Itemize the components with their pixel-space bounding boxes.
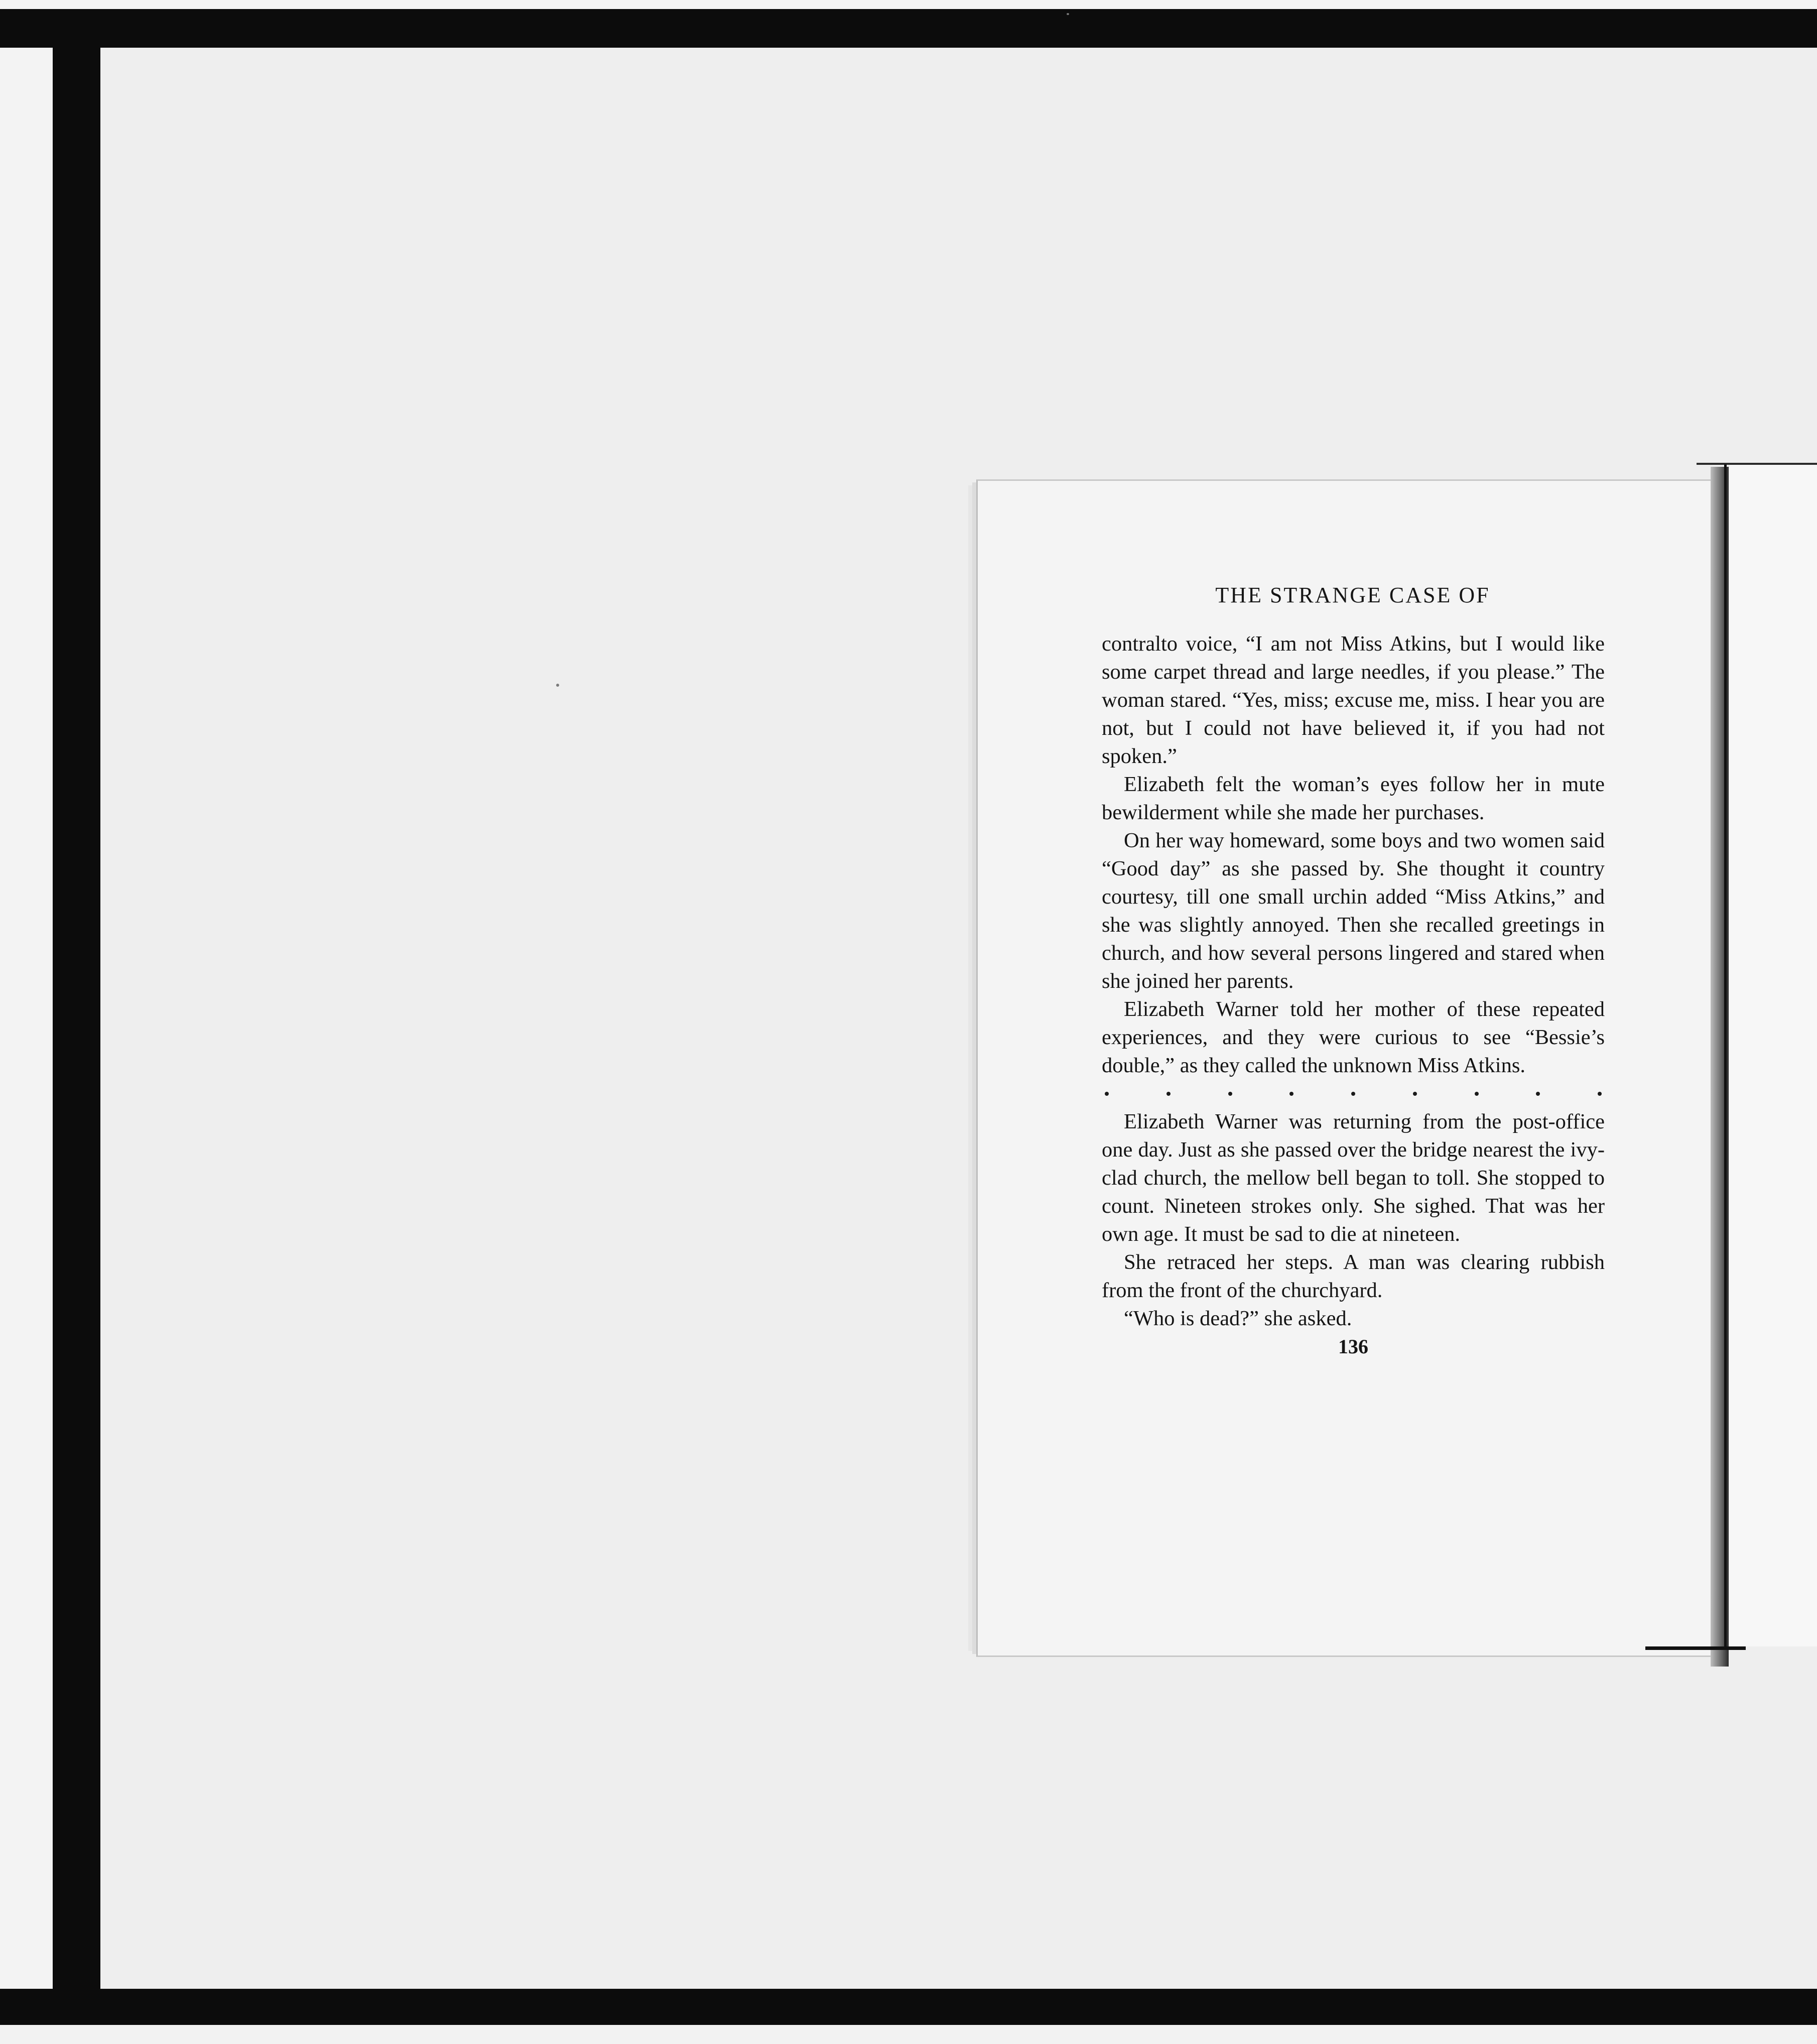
section-break-dots: [1102, 1080, 1605, 1108]
scanner-left-margin: [0, 9, 53, 1989]
book-spine-line: [1724, 464, 1727, 1649]
spine-head-line: [1697, 463, 1817, 465]
section-break-dot: [1105, 1092, 1109, 1096]
section-break-dot: [1166, 1092, 1171, 1096]
scanner-frame-left: [53, 30, 100, 2044]
paragraph: She retraced her steps. A man was clearing rubbish from the front of the churchyard.: [1102, 1250, 1605, 1302]
section-break-dot: [1598, 1092, 1602, 1096]
paragraph: On her way homeward, some boys and two women said “Good day” as she passed by. She thought it country courtesy, till one small urchin added “Miss Atkins,” and she was slightly annoyed. Then she recalled greetings in church, and how several persons lingered and stared when she joined her parents.: [1102, 829, 1605, 993]
paragraph: Elizabeth Warner was returning from the post-office one day. Just as she passed over the bridge nearest the ivy-clad church, the mellow bell began to toll. She stopped to count. Nineteen strokes only. She sighed. That was her own age. It must be sad to die at nineteen.: [1102, 1110, 1605, 1246]
section-break-dot: [1228, 1092, 1232, 1096]
paragraph: Elizabeth felt the woman’s eyes follow her in mute bewilderment while she made her purchases.: [1102, 773, 1605, 824]
scan-speck: [556, 684, 559, 687]
section-break-dot: [1536, 1092, 1540, 1096]
section-break-dot: [1475, 1092, 1479, 1096]
facing-page-edge: [1729, 465, 1817, 1646]
body-text: [1102, 630, 1605, 1361]
scan-speck: [1067, 13, 1069, 15]
running-head: THE STRANGE CASE OF: [1215, 583, 1490, 607]
spine-foot-line: [1645, 1646, 1746, 1650]
section-break-dot: [1351, 1092, 1355, 1096]
paragraph: Elizabeth Warner told her mother of these repeated experiences, and they were curious to see “Bessie’s double,” as they called the unknown Miss Atkins.: [1102, 997, 1605, 1077]
scanner-frame-top-edge: [0, 0, 1817, 9]
section-break-dot: [1289, 1092, 1293, 1096]
paragraph: contralto voice, “I am not Miss Atkins, but I would like some carpet thread and large needles, if you please.” The woman stared. “Yes, miss; excuse me, miss. I hear you are not, but I could not have believed it, if you had not spoken.”: [1102, 632, 1605, 768]
page-number: 136: [1338, 1335, 1368, 1358]
scanner-frame-bottom: [0, 1989, 1817, 2025]
paragraph: “Who is dead?” she asked.: [1124, 1307, 1352, 1330]
scanner-frame-bottom-edge: [0, 2025, 1817, 2044]
section-break-dot: [1413, 1092, 1417, 1096]
